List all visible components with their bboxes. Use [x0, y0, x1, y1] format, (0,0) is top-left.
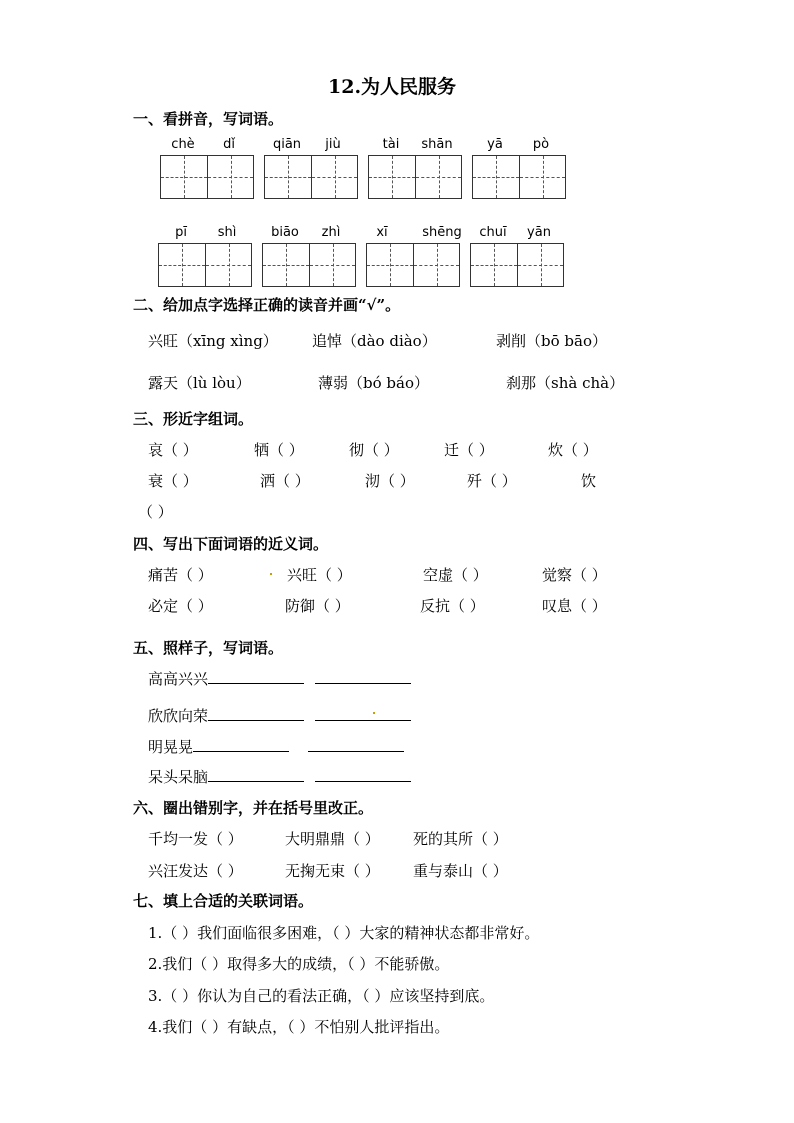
pattern-row [148, 736, 404, 757]
word-blank[interactable]: （ ） [138, 503, 173, 521]
writing-grid[interactable] [470, 243, 564, 287]
pattern-row [148, 705, 411, 726]
word-blank[interactable]: 炊（ ） [548, 441, 598, 459]
pinyin: pò [532, 137, 550, 152]
word-blank[interactable]: 反抗（ ） [420, 597, 485, 615]
pinyin: chuī [479, 225, 507, 240]
reading-item[interactable]: 剥削（bō bāo） [496, 332, 607, 350]
pinyin: dǐ [223, 137, 235, 152]
pinyin: xī [376, 225, 388, 240]
word-blank[interactable]: 必定（ ） [148, 597, 213, 615]
connective-sentence[interactable]: 3.（ ）你认为自己的看法正确，（ ）应该坚持到底。 [148, 987, 495, 1005]
pattern-word: 欣欣向荣 [148, 707, 209, 725]
stray-mark [373, 712, 375, 714]
word-blank[interactable]: 迁（ ） [444, 441, 494, 459]
word-blank[interactable]: 叹息（ ） [542, 597, 607, 615]
answer-line[interactable] [208, 669, 304, 684]
answer-line[interactable] [208, 706, 304, 721]
answer-line[interactable] [208, 767, 304, 782]
section-1-heading: 一、看拼音，写词语。 [133, 110, 284, 128]
word-blank[interactable]: 无掬无束（ ） [285, 862, 380, 880]
writing-grid[interactable] [368, 155, 462, 199]
pinyin: yān [527, 225, 551, 240]
page-title: 12.为人民服务 [328, 76, 457, 98]
writing-grid[interactable] [160, 155, 254, 199]
word-blank[interactable]: 觉察（ ） [542, 566, 607, 584]
pinyin: zhì [321, 225, 341, 240]
word-blank[interactable]: 大明鼎鼎（ ） [285, 830, 380, 848]
connective-sentence[interactable]: 4.我们（ ）有缺点，（ ）不怕别人批评指出。 [148, 1018, 450, 1036]
pinyin: yā [487, 137, 503, 152]
writing-grid[interactable] [262, 243, 356, 287]
word-blank[interactable]: 防御（ ） [285, 597, 350, 615]
word-blank[interactable]: 空虚（ ） [423, 566, 488, 584]
stray-mark [270, 573, 272, 575]
answer-line[interactable] [315, 669, 411, 684]
word-blank[interactable]: 彻（ ） [349, 441, 399, 459]
pattern-word: 呆头呆脑 [148, 768, 209, 786]
reading-item[interactable]: 兴旺（xīng xìng） [148, 332, 278, 350]
pattern-word: 高高兴兴 [148, 670, 209, 688]
word-blank[interactable]: 沏（ ） [365, 472, 415, 490]
answer-line[interactable] [315, 706, 411, 721]
word-blank[interactable]: 饮 [581, 472, 597, 490]
word-blank[interactable]: 重与泰山（ ） [413, 862, 508, 880]
section-3-heading: 三、形近字组词。 [133, 410, 254, 428]
pinyin: biāo [271, 225, 299, 240]
word-blank[interactable]: 兴汪发达（ ） [148, 862, 243, 880]
pinyin: shān [421, 137, 453, 152]
connective-sentence[interactable]: 1.（ ）我们面临很多困难，（ ）大家的精神状态都非常好。 [148, 924, 540, 942]
pinyin: shì [217, 225, 237, 240]
pinyin: shēng [422, 225, 462, 240]
answer-line[interactable] [193, 737, 289, 752]
pinyin: pī [175, 225, 187, 240]
pinyin: jiù [325, 137, 341, 152]
reading-item[interactable]: 刹那（shà chà） [506, 374, 625, 392]
word-blank[interactable]: 痛苦（ ） [148, 566, 213, 584]
word-blank[interactable]: 兴旺（ ） [287, 566, 352, 584]
word-blank[interactable]: 衰（ ） [148, 472, 198, 490]
reading-item[interactable]: 薄弱（bó báo） [318, 374, 429, 392]
section-5-heading: 五、照样子，写词语。 [133, 639, 284, 657]
word-blank[interactable]: 歼（ ） [467, 472, 517, 490]
writing-grid[interactable] [472, 155, 566, 199]
section-2-heading: 二、给加点字选择正确的读音并画“√”。 [133, 296, 401, 314]
word-blank[interactable]: 哀（ ） [148, 441, 198, 459]
writing-grid[interactable] [366, 243, 460, 287]
pinyin: chè [171, 137, 195, 152]
word-blank[interactable]: 死的其所（ ） [413, 830, 508, 848]
answer-line[interactable] [315, 767, 411, 782]
word-blank[interactable]: 洒（ ） [260, 472, 310, 490]
pinyin: tài [382, 137, 400, 152]
section-4-heading: 四、写出下面词语的近义词。 [133, 535, 329, 553]
pinyin: qiān [272, 137, 302, 152]
word-blank[interactable]: 千均一发（ ） [148, 830, 243, 848]
reading-item[interactable]: 露天（lù lòu） [148, 374, 251, 392]
section-7-heading: 七、填上合适的关联词语。 [133, 892, 314, 910]
section-6-heading: 六、圈出错别字，并在括号里改正。 [133, 799, 374, 817]
pattern-row [148, 668, 411, 689]
answer-line[interactable] [308, 737, 404, 752]
pattern-row [148, 766, 411, 787]
reading-item[interactable]: 追悼（dào diào） [312, 332, 437, 350]
connective-sentence[interactable]: 2.我们（ ）取得多大的成绩，（ ）不能骄傲。 [148, 955, 450, 973]
word-blank[interactable]: 牺（ ） [254, 441, 304, 459]
writing-grid[interactable] [158, 243, 252, 287]
writing-grid[interactable] [264, 155, 358, 199]
pattern-word: 明晃晃 [148, 738, 194, 756]
